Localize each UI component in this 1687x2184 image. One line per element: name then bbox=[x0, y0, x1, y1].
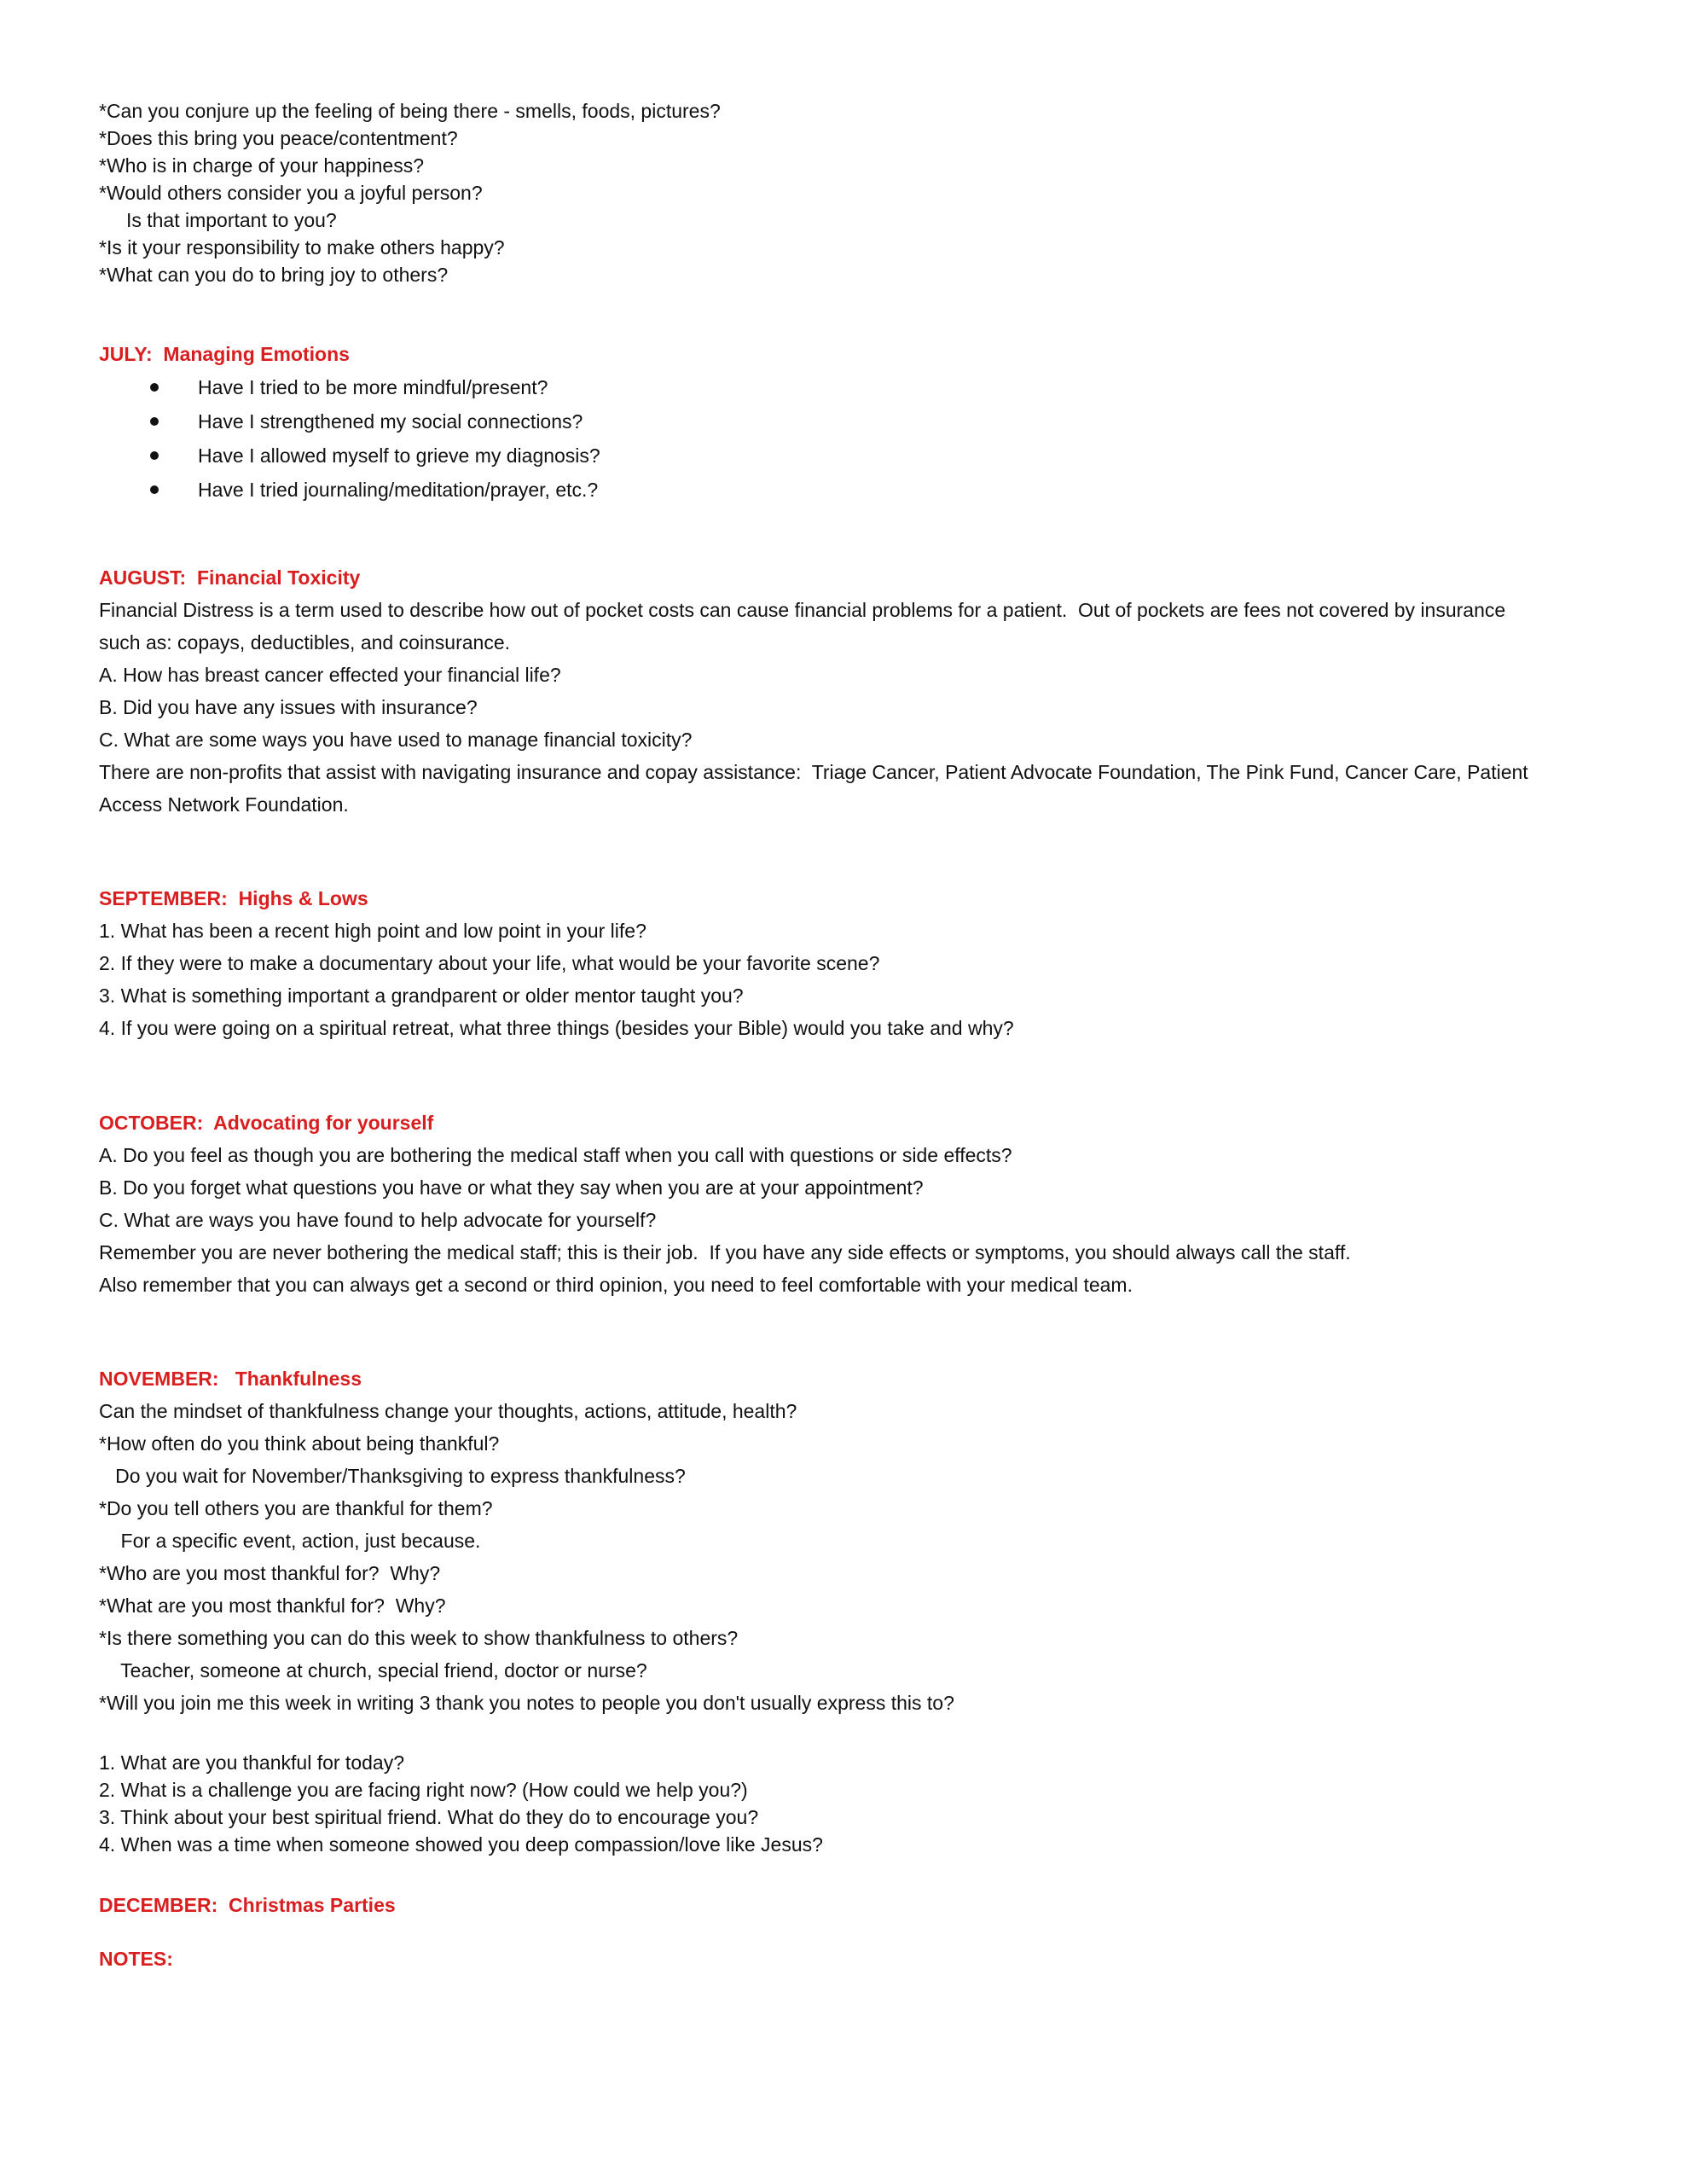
november-section bbox=[99, 1362, 1600, 1719]
bullet-dot-icon bbox=[150, 485, 159, 494]
intro-line: *Does this bring you peace/contentment? bbox=[99, 127, 458, 149]
notes-section bbox=[99, 1943, 1600, 1975]
october-line: Remember you are never bothering the medical staff; this is their job. If you have any side effects or symptoms, you should always call the staff. bbox=[99, 1241, 1351, 1263]
bullet-dot-icon bbox=[150, 451, 159, 460]
november-question: 2. What is a challenge you are facing right now? (How could we help you?) bbox=[99, 1779, 748, 1801]
intro-line: *Who is in charge of your happiness? bbox=[99, 154, 424, 177]
bullet-dot-icon bbox=[150, 417, 159, 426]
november-line: *Will you join me this week in writing 3 thank you notes to people you don't usually express this to? bbox=[99, 1692, 954, 1714]
intro-line: *Can you conjure up the feeling of being there - smells, foods, pictures? bbox=[99, 100, 721, 122]
november-line: For a specific event, action, just because. bbox=[99, 1530, 481, 1552]
july-section bbox=[99, 338, 1600, 507]
december-heading: DECEMBER: Christmas Parties bbox=[99, 1894, 396, 1916]
august-line: C. What are some ways you have used to manage financial toxicity? bbox=[99, 729, 693, 751]
november-line: *Is there something you can do this week to show thankfulness to others? bbox=[99, 1627, 739, 1649]
november-question: 3. Think about your best spiritual friend. What do they do to encourage you? bbox=[99, 1806, 759, 1828]
november-line: *Do you tell others you are thankful for them? bbox=[99, 1497, 493, 1519]
october-heading: OCTOBER: Advocating for yourself bbox=[99, 1112, 434, 1134]
september-line: 1. What has been a recent high point and low point in your life? bbox=[99, 920, 646, 942]
november-question: 4. When was a time when someone showed you deep compassion/love like Jesus? bbox=[99, 1833, 823, 1856]
december-section bbox=[99, 1889, 1600, 1921]
november-line: *What are you most thankful for? Why? bbox=[99, 1594, 446, 1617]
september-section bbox=[99, 882, 1600, 1044]
november-line: *Who are you most thankful for? Why? bbox=[99, 1562, 441, 1584]
september-heading: SEPTEMBER: Highs & Lows bbox=[99, 887, 368, 909]
september-line: 3. What is something important a grandparent or older mentor taught you? bbox=[99, 985, 744, 1007]
november-question: 1. What are you thankful for today? bbox=[99, 1751, 404, 1774]
august-line: A. How has breast cancer effected your financial life? bbox=[99, 664, 561, 686]
october-section bbox=[99, 1107, 1600, 1301]
notes-heading: NOTES: bbox=[99, 1948, 173, 1970]
august-line: B. Did you have any issues with insurance? bbox=[99, 696, 478, 718]
october-line: B. Do you forget what questions you have or what they say when you are at your appointment? bbox=[99, 1176, 924, 1199]
september-line: 4. If you were going on a spiritual retreat, what three things (besides your Bible) would you take and why? bbox=[99, 1017, 1014, 1039]
october-line: A. Do you feel as though you are bothering the medical staff when you call with questions or side effects? bbox=[99, 1144, 1012, 1166]
november-line: Teacher, someone at church, special friend, doctor or nurse? bbox=[99, 1659, 647, 1682]
intro-questions bbox=[99, 97, 1600, 288]
august-section bbox=[99, 561, 1600, 821]
august-line: Financial Distress is a term used to describe how out of pocket costs can cause financial problems for a patient. Out of pockets are fees not covered by insurance bbox=[99, 599, 1506, 621]
november-line: Can the mindset of thankfulness change your thoughts, actions, attitude, health? bbox=[99, 1400, 797, 1422]
july-bullet: Have I tried to be more mindful/present? bbox=[99, 370, 1600, 404]
intro-line: *Would others consider you a joyful person? bbox=[99, 182, 483, 204]
october-line: Also remember that you can always get a second or third opinion, you need to feel comfortable with your medical team. bbox=[99, 1274, 1133, 1296]
july-bullet: Have I tried journaling/meditation/prayer, etc.? bbox=[99, 473, 1600, 507]
november-heading: NOVEMBER: Thankfulness bbox=[99, 1368, 362, 1390]
july-bullet: Have I allowed myself to grieve my diagnosis? bbox=[99, 439, 1600, 473]
august-line: such as: copays, deductibles, and coinsurance. bbox=[99, 631, 511, 653]
november-line: Do you wait for November/Thanksgiving to express thankfulness? bbox=[99, 1465, 686, 1487]
november-line: *How often do you think about being thankful? bbox=[99, 1432, 500, 1455]
august-line: There are non-profits that assist with navigating insurance and copay assistance: Triage Cancer, Patient Advocate Foundation, The Pink Fund, Cancer Care, Patient bbox=[99, 761, 1528, 783]
july-bullet: Have I strengthened my social connections? bbox=[99, 404, 1600, 439]
july-heading: JULY: Managing Emotions bbox=[99, 343, 350, 365]
november-questions bbox=[99, 1749, 1600, 1858]
august-heading: AUGUST: Financial Toxicity bbox=[99, 566, 361, 589]
august-line: Access Network Foundation. bbox=[99, 793, 349, 816]
bullet-dot-icon bbox=[150, 383, 159, 392]
intro-line: *Is it your responsibility to make others happy? bbox=[99, 236, 505, 258]
october-line: C. What are ways you have found to help advocate for yourself? bbox=[99, 1209, 657, 1231]
intro-line: Is that important to you? bbox=[99, 209, 337, 231]
september-line: 2. If they were to make a documentary about your life, what would be your favorite scene? bbox=[99, 952, 880, 974]
intro-line: *What can you do to bring joy to others? bbox=[99, 264, 449, 286]
